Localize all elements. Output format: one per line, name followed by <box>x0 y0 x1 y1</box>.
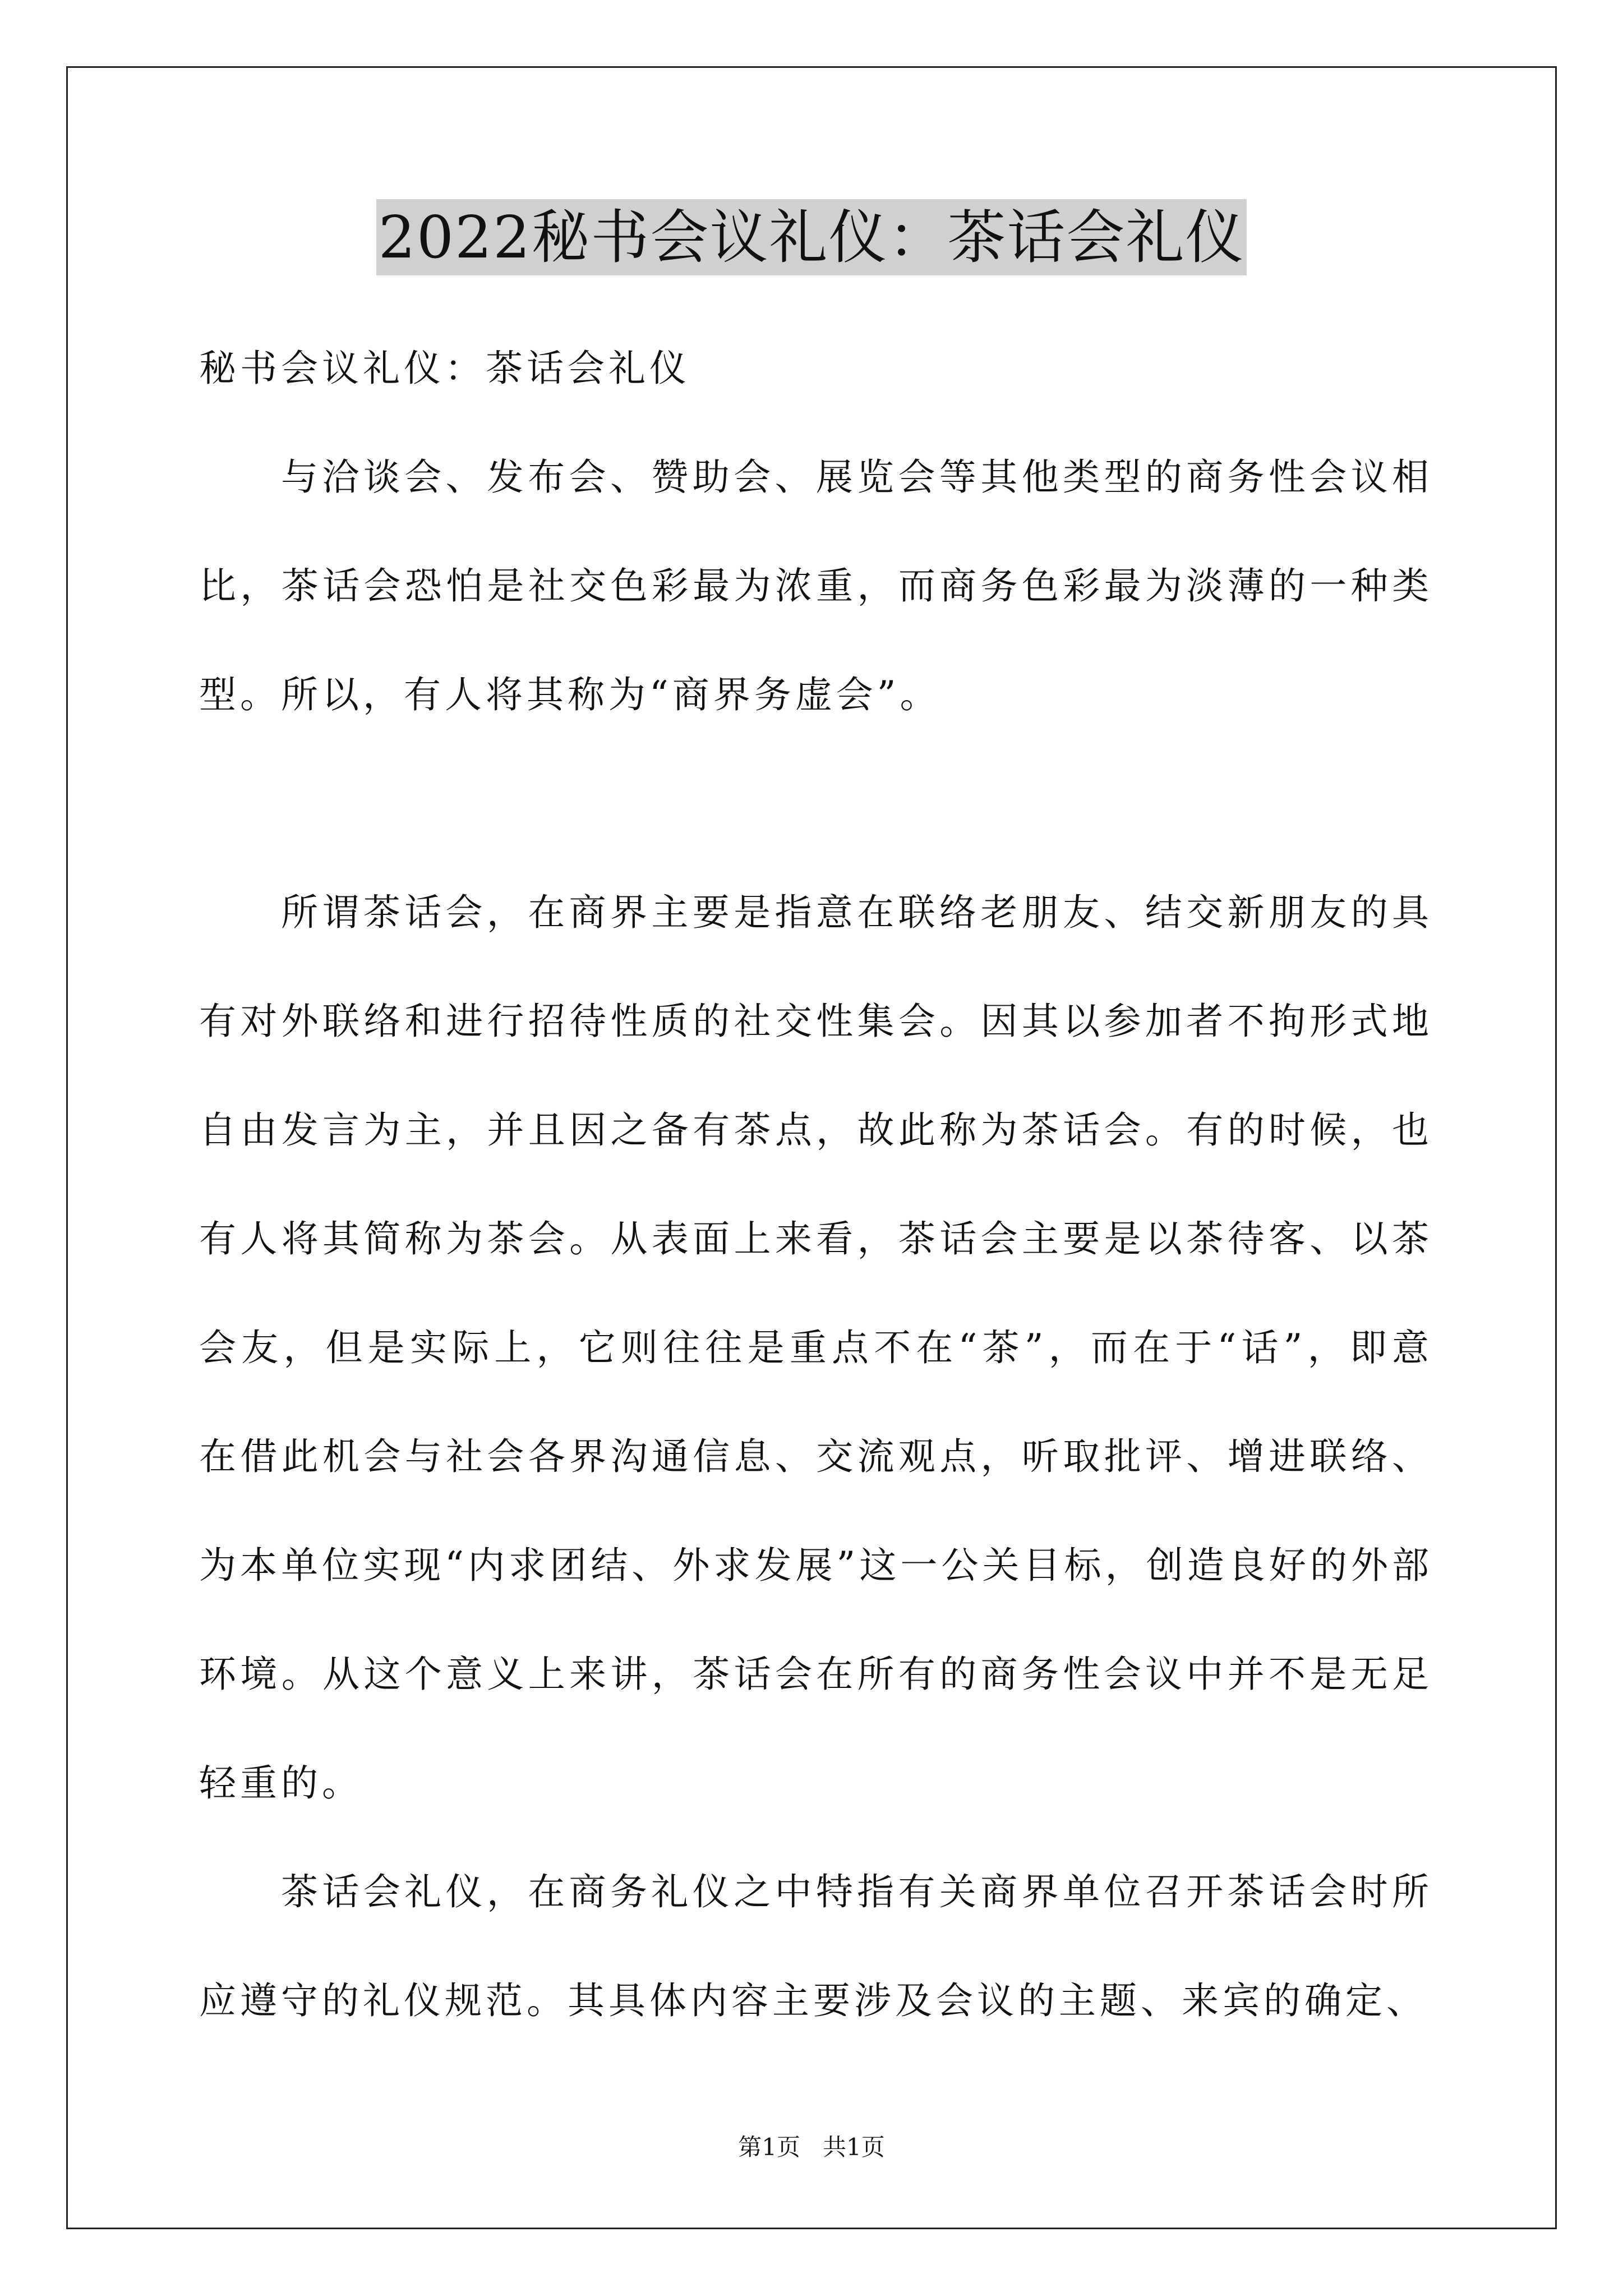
document-subtitle: 秘书会议礼仪：茶话会礼仪 <box>199 347 690 390</box>
page-footer: 第1页 共1页 <box>738 2133 885 2161</box>
title-container <box>0 199 1623 275</box>
paragraph-1: 与洽谈会、发布会、赞助会、展览会等其他类型的商务性会议相比，茶话会恐怕是社交色彩最为浓重，而商务色彩最为淡薄的一种类型。所以，有人将其称为“商界务虚会”。 <box>199 455 1433 716</box>
paragraph-3: 茶话会礼仪，在商务礼仪之中特指有关商界单位召开茶话会时所应遵守的礼仪规范。其具体内容主要涉及会议的主题、来宾的确定、 <box>199 1870 1433 2022</box>
blank-line <box>199 749 1433 858</box>
document-body <box>199 314 1433 2055</box>
paragraph-2: 所谓茶话会，在商界主要是指意在联络老朋友、结交新朋友的具有对外联络和进行招待性质的社交性集会。因其以参加者不拘形式地自由发言为主，并且因之备有茶点，故此称为茶话会。有的时候，也有人将其简称为茶会。从表面上来看，茶话会主要是以茶待客、以茶会友，但是实际上，它则往往是重点不在“茶”，而在于“话”，即意在借此机会与社会各界沟通信息、交流观点，听取批评、增进联络、为本单位实现“内求团结、外求发展”这一公关目标，创造良好的外部环境。从这个意义上来讲，茶话会在所有的商务性会议中并不是无足轻重的。 <box>199 891 1433 1805</box>
document-title: 2022秘书会议礼仪：茶话会礼仪 <box>376 199 1247 275</box>
